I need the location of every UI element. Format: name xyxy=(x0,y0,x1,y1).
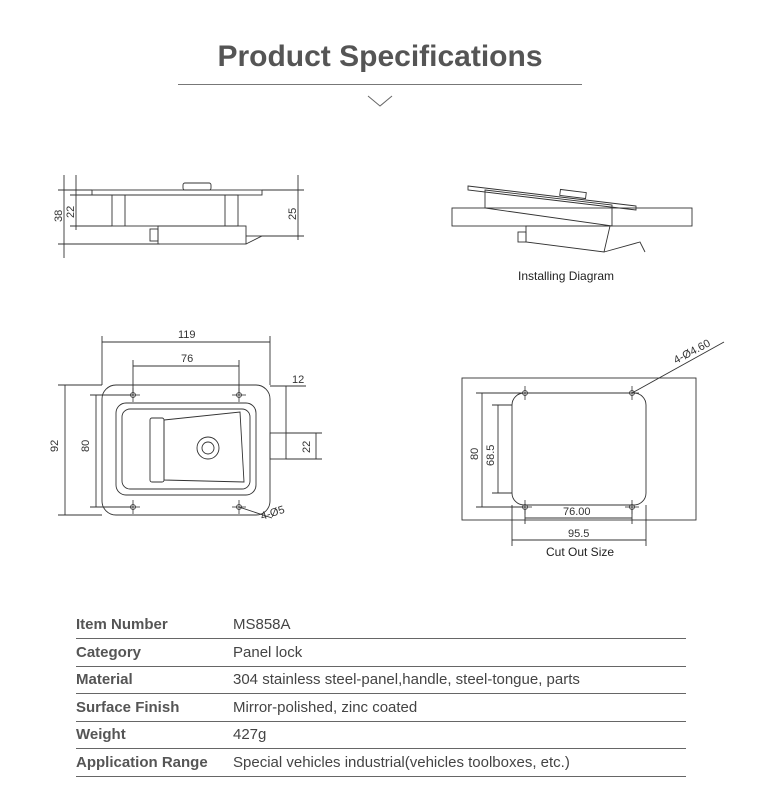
spec-label: Item Number xyxy=(76,616,168,633)
table-row xyxy=(76,694,686,722)
dim-cut-hole: 4-Ø4.60 xyxy=(671,337,713,367)
spec-label: Application Range xyxy=(76,753,208,771)
spec-value: 427g xyxy=(233,726,267,744)
table-row xyxy=(76,611,686,639)
spec-label: Weight xyxy=(76,726,126,744)
cutout-drawing xyxy=(462,342,724,546)
spec-label: Category xyxy=(76,643,142,661)
table-row xyxy=(76,639,686,667)
table-row xyxy=(76,721,686,749)
dim-side-22: 22 xyxy=(65,205,77,218)
installing-diagram-caption: Installing Diagram xyxy=(518,269,615,283)
dim-side-25: 25 xyxy=(287,207,299,220)
page-title: Product Specifications xyxy=(217,40,543,73)
spec-label: Surface Finish xyxy=(76,698,180,716)
spec-value: Mirror-polished, zinc coated xyxy=(233,698,418,716)
dim-front-92: 92 xyxy=(49,439,61,452)
dim-front-12: 12 xyxy=(292,374,305,386)
dim-cut-80: 80 xyxy=(469,447,481,460)
dim-cut-76: 76.00 xyxy=(563,506,591,518)
dim-front-22: 22 xyxy=(301,440,313,453)
dim-cut-95-5: 95.5 xyxy=(568,528,590,540)
dim-cut-68-5: 68.5 xyxy=(485,444,497,466)
spec-value: MS858A xyxy=(233,616,291,633)
dim-side-38: 38 xyxy=(53,209,65,222)
dim-front-119: 119 xyxy=(178,329,196,341)
dim-front-hole: 4-Ø5 xyxy=(259,503,287,523)
side-view-drawing xyxy=(58,175,304,258)
spec-table xyxy=(76,611,686,777)
installing-diagram-drawing xyxy=(452,186,692,252)
cutout-caption: Cut Out Size xyxy=(546,545,615,559)
dim-front-80: 80 xyxy=(80,439,92,452)
spec-value: Special vehicles industrial(vehicles toolboxes, etc.) xyxy=(233,753,570,771)
spec-value: 304 stainless steel-panel,handle, steel-tongue, parts xyxy=(233,671,580,689)
table-row xyxy=(76,749,686,777)
dim-front-76: 76 xyxy=(181,353,194,365)
spec-value: Panel lock xyxy=(233,643,303,661)
table-row xyxy=(76,666,686,694)
spec-label: Material xyxy=(76,671,133,689)
